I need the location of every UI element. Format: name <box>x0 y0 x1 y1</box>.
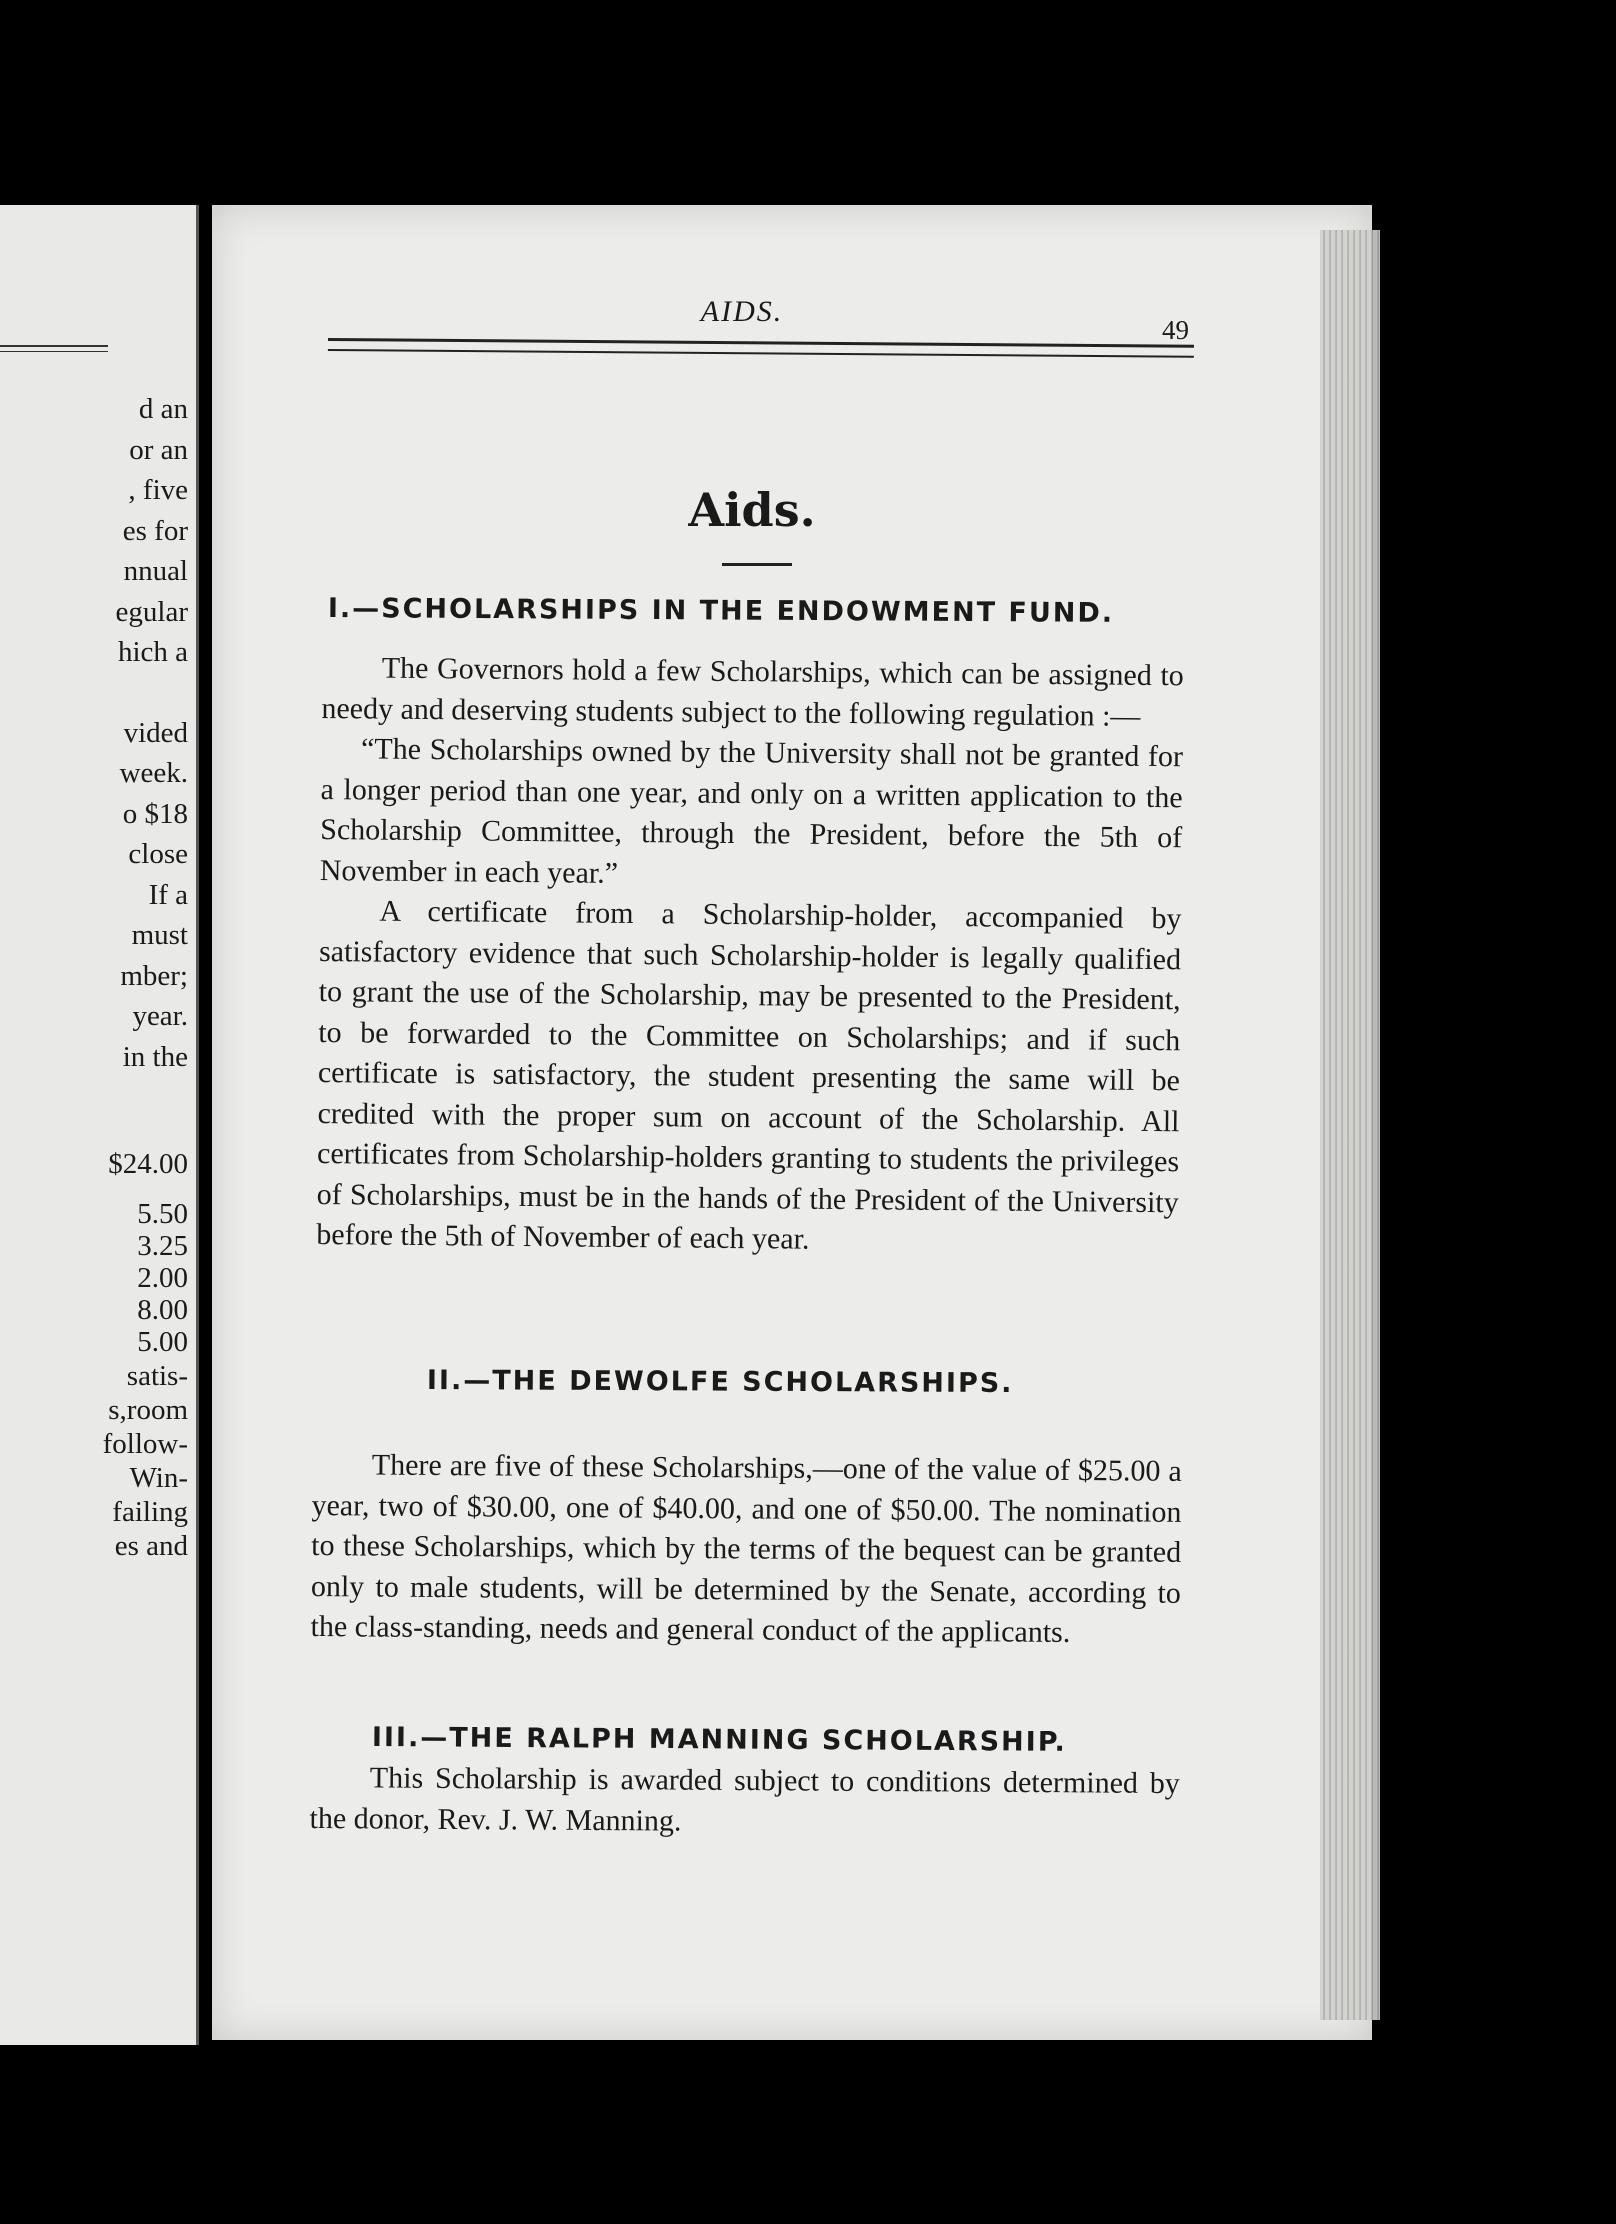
section-2 <box>427 1365 1297 1401</box>
left-page-line: If a <box>148 879 188 911</box>
left-page-line: es and <box>114 1530 188 1562</box>
left-page-line: d an <box>138 393 188 425</box>
page-number: 49 <box>1162 315 1189 345</box>
left-page-line: 5.00 <box>137 1326 188 1358</box>
left-page-line: s,room <box>108 1394 188 1426</box>
paragraph: This Scholarship is awarded subject to conditions determined by the donor, Rev. J. W. Manning. <box>309 1761 1180 1838</box>
section-heading: II.—THE DEWOLFE SCHOLARSHIPS. <box>426 1365 1014 1400</box>
left-page-line: $24.00 <box>108 1148 188 1180</box>
left-page-line: failing <box>112 1496 188 1528</box>
left-page-line: 5.50 <box>137 1198 188 1230</box>
title-rule <box>722 563 792 566</box>
book-page <box>212 205 1372 2040</box>
section-heading: III.—THE RALPH MANNING SCHOLARSHIP. <box>371 1722 1067 1758</box>
page-title: Aids. <box>688 483 816 537</box>
left-page-line: 8.00 <box>137 1294 188 1326</box>
left-page-line: mber; <box>120 960 188 992</box>
section-heading: I.—SCHOLARSHIPS IN THE ENDOWMENT FUND. <box>327 593 1115 629</box>
left-page-line: or an <box>129 434 188 466</box>
section-1-body <box>316 648 1184 1264</box>
paragraph: The Governors hold a few Scholarships, which can be assigned to needy and deserving students subject to the following regulation :— <box>321 651 1184 733</box>
left-page-rule <box>0 345 108 352</box>
left-page-line: must <box>131 919 188 951</box>
left-page-line: es for <box>122 515 188 547</box>
left-page-line: week. <box>119 757 188 789</box>
quotation-paragraph: “The Scholarships owned by the University shall not be granted for a longer period than one year, and only on a written application to the Scholarship Committee, through the President, before the 5th of November in each year.” <box>319 732 1184 890</box>
page-edge <box>1320 230 1380 2020</box>
left-page-line: 2.00 <box>137 1262 188 1294</box>
section-2-body <box>310 1445 1182 1654</box>
left-page-line: vided <box>123 717 188 749</box>
left-page-fragment <box>0 205 199 2045</box>
section-3-body <box>309 1758 1180 1845</box>
left-page-line: follow- <box>102 1428 188 1460</box>
left-page-line: 3.25 <box>137 1230 188 1262</box>
paragraph: A certificate from a Scholarship-holder, accompanied by satisfactory evidence that such Scholarship-holder is legally qualified to grant the use of the Scholarship, may be presented to the President, to be forwarded to the Committee on Scholarships; and if such certificate is satisfactory, the student presenting the same will be credited with the proper sum on account of the Scholarship. All certificates from Scholarship-holders granting to students the privileges of Scholarships, must be in the hands of the President of the University before the 5th of November of each year. <box>316 894 1182 1256</box>
left-page-line: Win- <box>129 1462 188 1494</box>
left-page-line: , five <box>128 474 188 506</box>
left-page-line: year. <box>132 1000 188 1032</box>
paragraph: There are five of these Scholarships,—one of the value of $25.00 a year, two of $30.00, one of $40.00, and one of $50.00. The nomination to these Scholarships, which by the terms of the bequest can be granted only to male students, will be determined by the Senate, according to the class-standing, needs and general conduct of the applicants. <box>310 1448 1182 1649</box>
left-page-line: close <box>128 838 188 870</box>
left-page-line: egular <box>115 596 188 628</box>
left-page-line: o $18 <box>122 798 188 830</box>
left-page-line: in the <box>122 1041 188 1073</box>
section-1 <box>320 593 1190 629</box>
left-page-line: nnual <box>123 555 188 587</box>
left-page-line: satis- <box>126 1360 188 1392</box>
left-page-line: hich a <box>117 636 188 668</box>
section-3 <box>372 1722 1242 1759</box>
running-head: AIDS. <box>700 295 784 328</box>
header-rule <box>328 338 1194 358</box>
